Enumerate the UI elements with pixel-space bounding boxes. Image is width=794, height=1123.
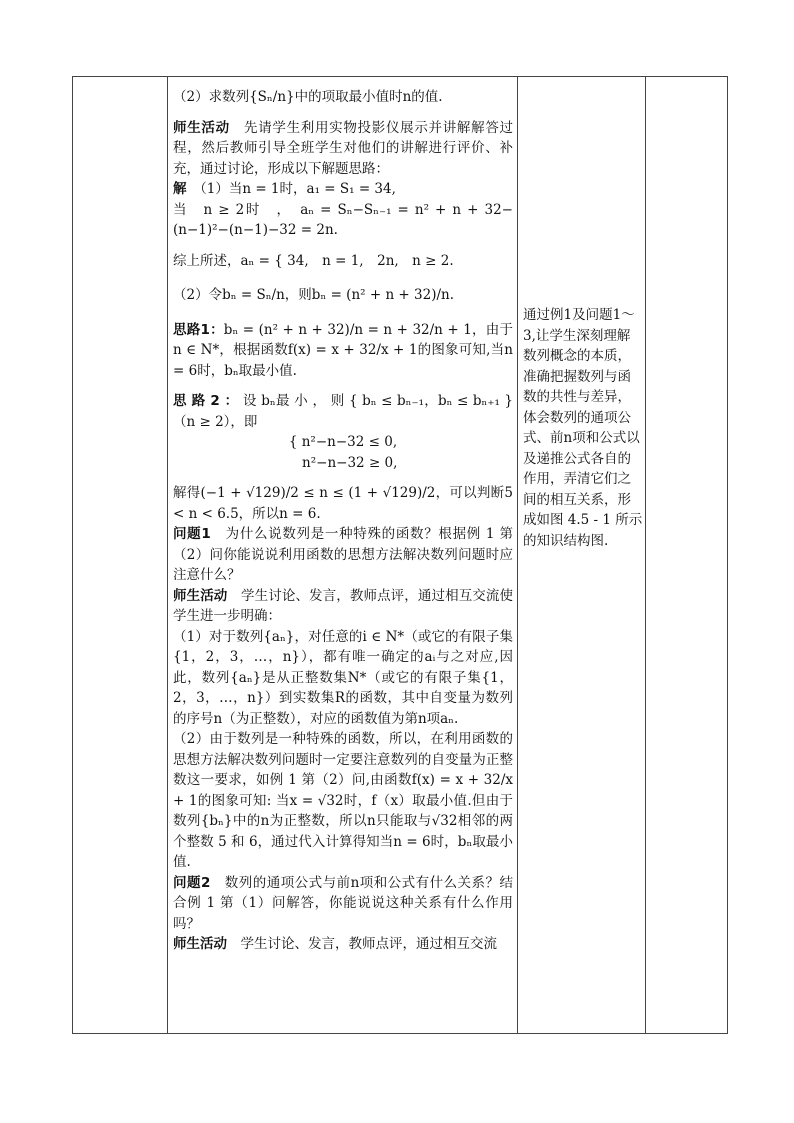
spacer: [173, 473, 513, 483]
design-intent-cell: [523, 305, 643, 551]
paragraph: （2）令bₙ = Sₙ/n，则bₙ = (n² + n + 32)/n.: [173, 287, 455, 303]
paragraph: [173, 934, 513, 955]
paragraph: 综上所述，aₙ = { 34, n = 1, 2n, n ≥ 2.: [173, 252, 454, 269]
paragraph-body: 学生讨论、发言，教师点评，通过相互交流使学生进一步明确：: [173, 587, 514, 624]
activity-cell: [173, 87, 513, 955]
column-divider: [167, 77, 168, 1033]
paragraph: 当 n ≥ 2时 ， aₙ = Sₙ−Sₙ₋₁ = n² + n + 32−(n−1)²−(n−1)−32 = 2n.: [173, 201, 513, 238]
paragraph: [173, 118, 513, 180]
paragraph-body: 先请学生利用实物投影仪展示并讲解解答过程，然后教师引导全班学生对他们的讲解进行评价、补充，通过讨论，形成以下解题思路：: [173, 119, 514, 177]
paragraph: [173, 586, 513, 627]
paragraph-body: bₙ = (n² + n + 32)/n = n + 32/n + 1，由于n ∈ N*，根据函数f(x) = x + 32/x + 1的图象可知,当n = 6时，bₙ取最小值.: [173, 321, 513, 379]
spacer: [173, 108, 513, 118]
paragraph-body: （1）当n = 1时，a₁ = S₁ = 34,: [186, 181, 396, 197]
paragraph-label: 思路1：: [173, 321, 224, 338]
paragraph: （1）对于数列{aₙ}，对任意的i ∈ N*（或它的有限子集{1，2，3，…，n}），都有唯一确定的aᵢ与之对应,因此，数列{aₙ}是从正整数集N*（或它的有限子集{1，2，3，…，n}）到实数集R的函数，其中自变量为数列的序号n（为正整数），对应的函数值为第n项aₙ.: [173, 628, 513, 727]
paragraph: （2）求数列{Sₙ/n}中的项取最小值时n的值.: [173, 89, 443, 105]
paragraph: [173, 179, 513, 200]
column-divider: [517, 77, 518, 1033]
spacer: [173, 271, 513, 285]
paragraph-body: 学生讨论、发言，教师点评，通过相互交流: [227, 936, 497, 952]
spacer: [173, 241, 513, 251]
lesson-table: [72, 76, 728, 1034]
paragraph: { n²−n−32 ≤ 0,: [288, 434, 398, 450]
paragraph-body: 为什么说数列是一种特殊的函数？根据例 1 第（2）问你能说说利用函数的思想方法解决数列问题时应注意什么？: [173, 526, 513, 583]
paragraph-label: 师生活动: [173, 936, 227, 952]
paragraph: 解得(−1 + √129)/2 ≤ n ≤ (1 + √129)/2，可以判断5 < n < 6.5，所以n = 6.: [173, 485, 513, 522]
design-intent-text: 通过例1及问题1～3,让学生深刻理解数列概念的本质，准确把握数列与函数的共性与差异，体会数列的通项公式、前n项和公式以及递推公式各自的作用，弄清它们之间的相互关系，形成如图 4.5 - 1 所示的知识结构图.: [523, 307, 643, 549]
paragraph: [173, 391, 513, 432]
spacer: [173, 381, 513, 391]
paragraph-label: 问题1: [173, 526, 211, 542]
paragraph-label: 师生活动: [173, 587, 228, 604]
paragraph-label: 解: [173, 181, 187, 197]
spacer: [173, 306, 513, 320]
paragraph: [173, 320, 513, 382]
paragraph: n²−n−32 ≥ 0,: [288, 454, 398, 471]
paragraph: [173, 873, 513, 935]
paragraph-label: 思 路 2 ：: [173, 393, 239, 409]
column-divider: [645, 77, 646, 1033]
paragraph-label: 师生活动: [173, 119, 230, 136]
paragraph-label: 问题2: [173, 874, 211, 891]
paragraph-body: 数列的通项公式与前n项和公式有什么关系？结合例 1 第（1）问解答，你能说说这种关系有什么作用吗？: [173, 874, 513, 932]
paragraph: （2）由于数列是一种特殊的函数，所以，在利用函数的思想方法解决数列问题时一定要注意数列的自变量为正整数这一要求，如例 1 第（2）问,由函数f(x) = x + 32/x + 1的图象可知: 当x = √32时，f（x）取最小值.但由于数列{bₙ}中的n为正整数，所以n只能取与√32相邻的两个整数 5 和 6，通过代入计算得知当n = 6时，bₙ取最小值.: [173, 731, 513, 870]
paragraph-body: 设 bₙ最 小 ， 则 { bₙ ≤ bₙ₋₁，bₙ ≤ bₙ₊₁ }（n ≥ 2），即: [173, 393, 513, 430]
paragraph: [173, 524, 513, 586]
